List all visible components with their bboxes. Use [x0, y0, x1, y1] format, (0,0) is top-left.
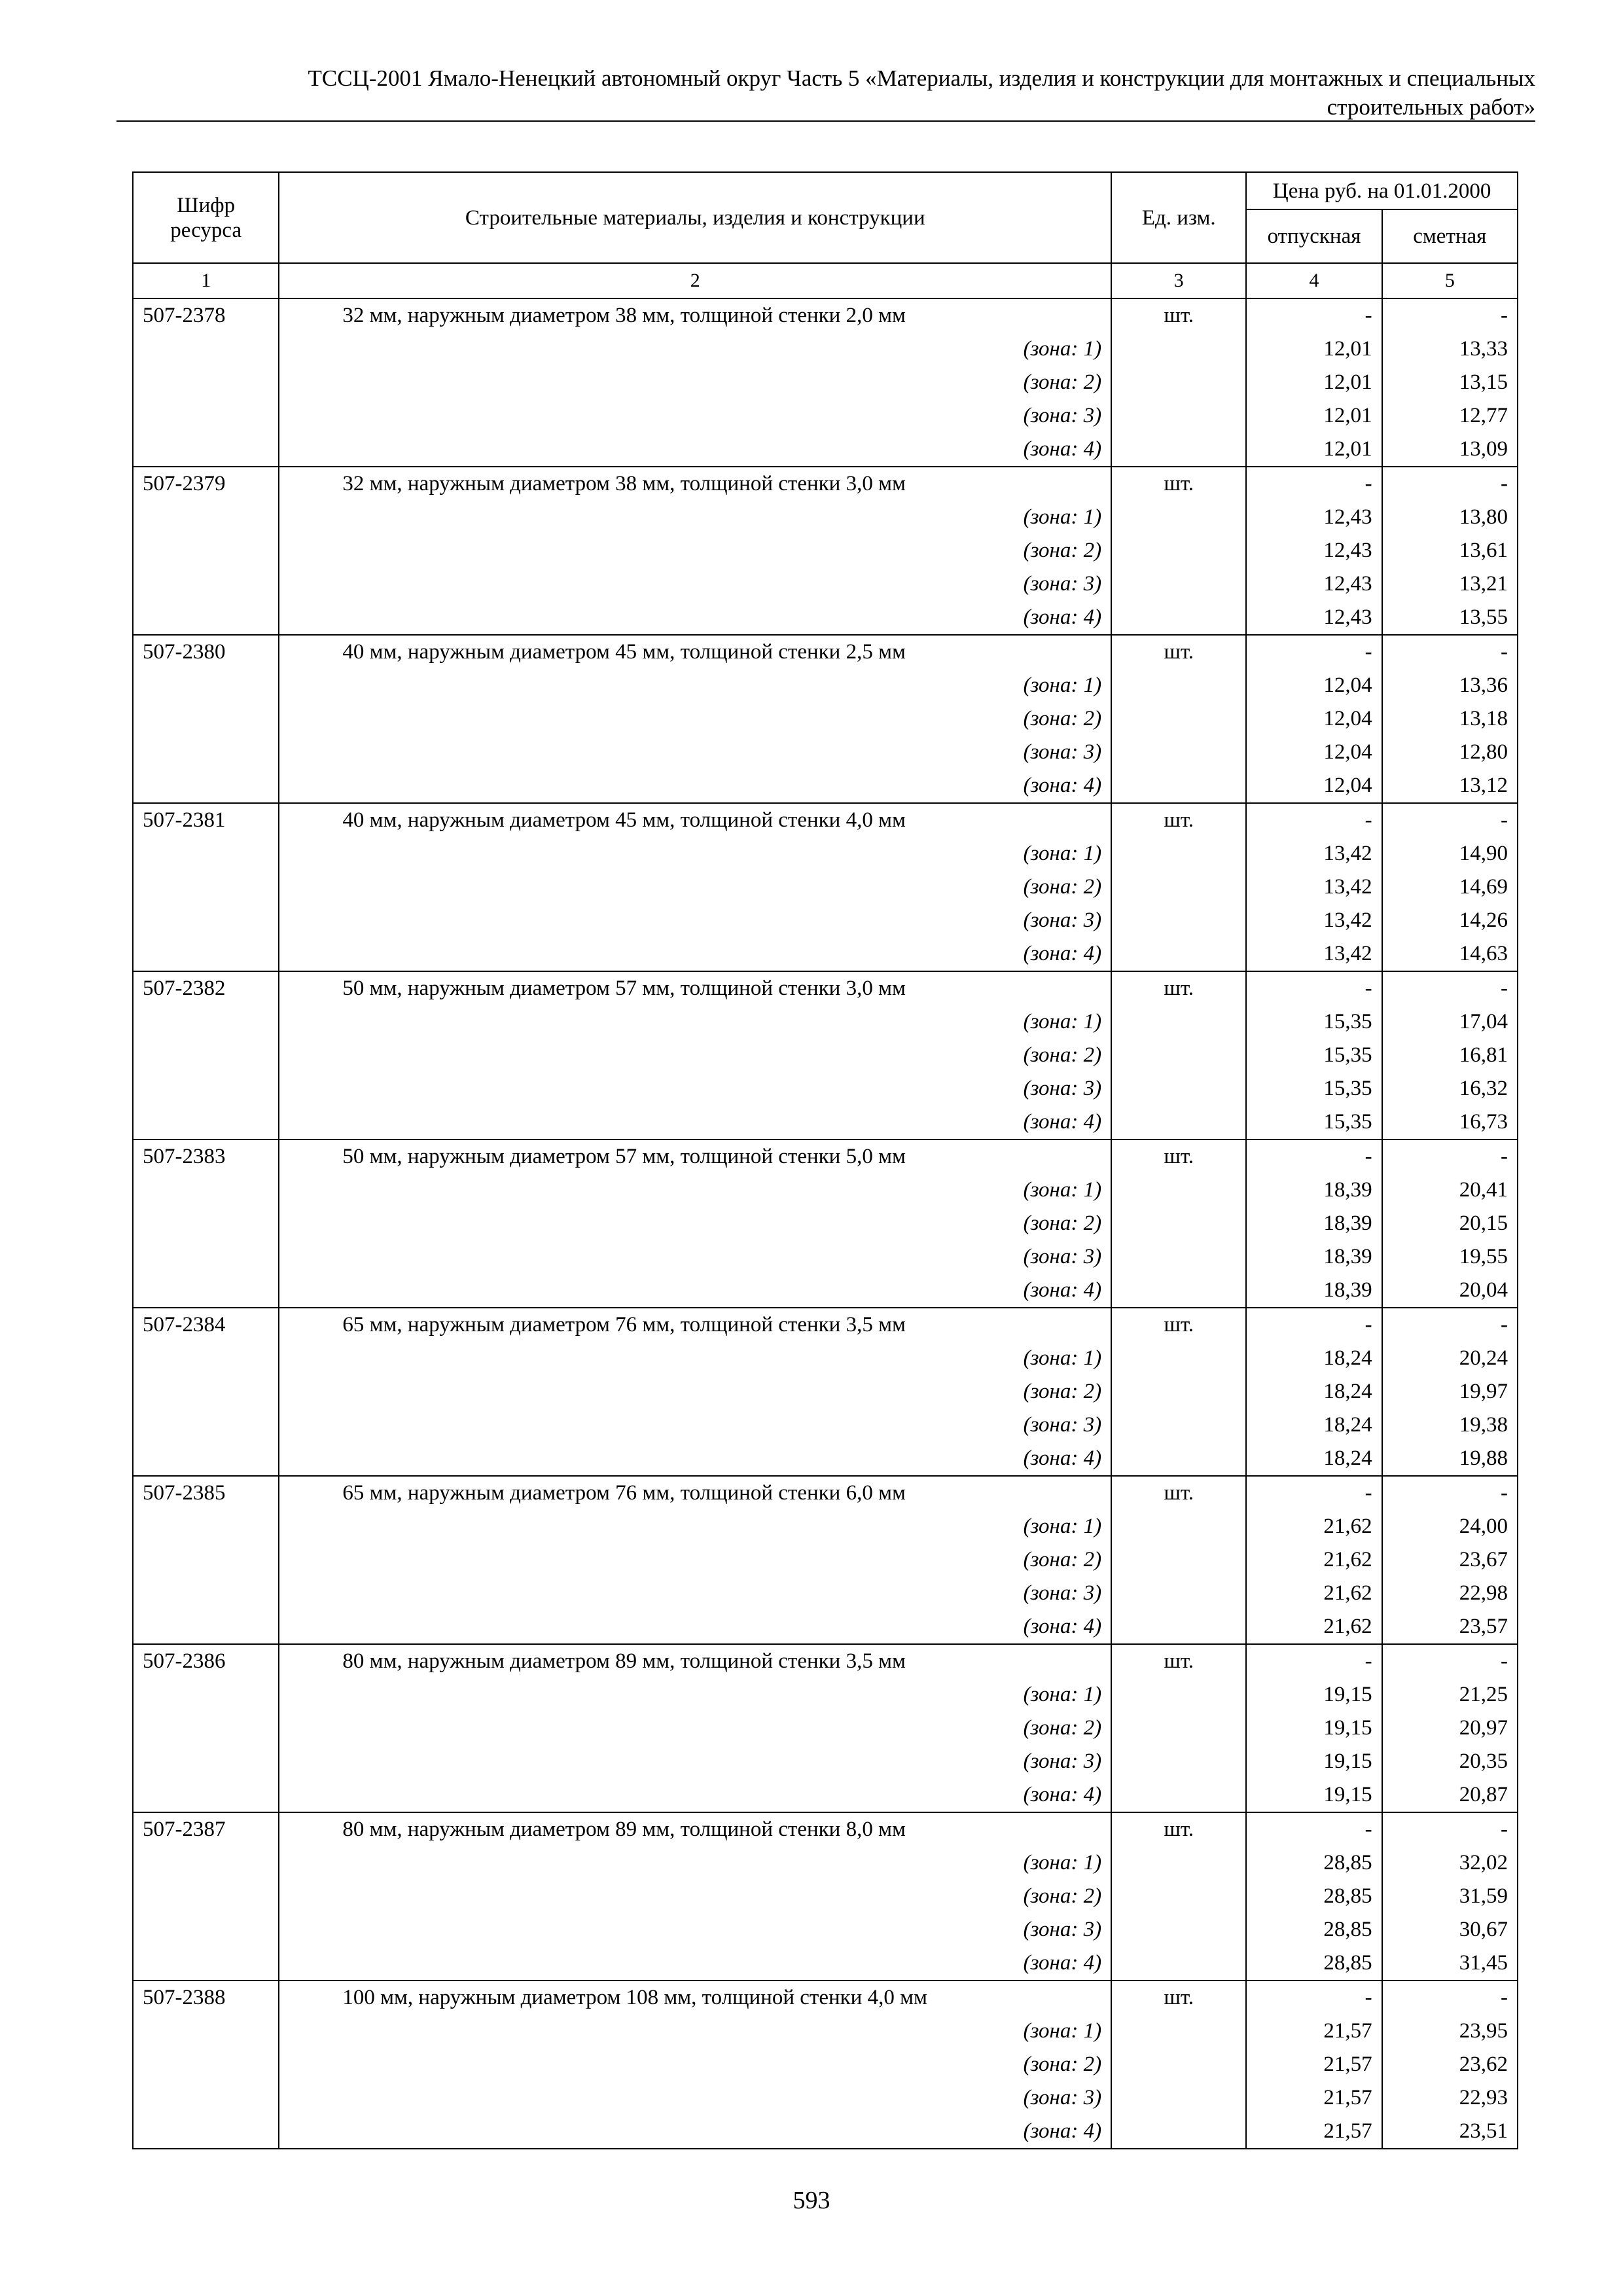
estimate-price: 16,73 [1459, 1110, 1508, 1134]
material-name: 40 мм, наружным диаметром 45 мм, толщиной стенки 2,5 мм [342, 640, 906, 664]
resource-code-cell [133, 1981, 279, 2149]
material-name: 80 мм, наружным диаметром 89 мм, толщиной стенки 3,5 мм [342, 1649, 906, 1673]
estimate-price: - [1501, 304, 1508, 327]
material-name-cell [279, 1308, 1111, 1476]
estimate-price: 20,87 [1459, 1783, 1508, 1806]
release-price-cell [1246, 1644, 1382, 1812]
release-price: 18,39 [1323, 1211, 1372, 1235]
unit-cell [1111, 1981, 1246, 2149]
estimate-price: 13,21 [1459, 572, 1508, 596]
material-name-cell [279, 635, 1111, 803]
zone-label: (зона: 1) [1023, 2019, 1102, 2043]
material-name-cell [279, 1981, 1111, 2149]
estimate-price: 19,38 [1459, 1413, 1508, 1437]
zone-label: (зона: 3) [1023, 908, 1102, 932]
estimate-price: - [1501, 1818, 1508, 1841]
zone-label: (зона: 1) [1023, 673, 1102, 697]
material-name: 100 мм, наружным диаметром 108 мм, толщиной стенки 4,0 мм [342, 1986, 927, 2009]
material-name: 65 мм, наружным диаметром 76 мм, толщиной стенки 6,0 мм [342, 1481, 906, 1505]
zone-label: (зона: 2) [1023, 875, 1102, 899]
release-price: 15,35 [1323, 1077, 1372, 1100]
release-price: 12,43 [1323, 539, 1372, 562]
estimate-price: 31,59 [1459, 1884, 1508, 1908]
zone-label: (зона: 1) [1023, 337, 1102, 361]
unit-cell [1111, 971, 1246, 1139]
release-price: 15,35 [1323, 1010, 1372, 1033]
zone-label: (зона: 4) [1023, 1446, 1102, 1470]
unit-value: шт. [1164, 808, 1194, 832]
release-price: 28,85 [1323, 1851, 1372, 1874]
release-price: 21,57 [1323, 2119, 1372, 2143]
zone-label: (зона: 3) [1023, 1581, 1102, 1605]
release-price-cell [1246, 1812, 1382, 1981]
zone-label: (зона: 2) [1023, 1211, 1102, 1235]
release-price: 21,57 [1323, 2019, 1372, 2043]
table-row [133, 803, 1518, 971]
zone-label: (зона: 4) [1023, 1278, 1102, 1302]
column-number: 3 [1111, 263, 1246, 298]
estimate-price: 13,33 [1459, 337, 1508, 361]
release-price: 12,43 [1323, 605, 1372, 629]
estimate-price-cell [1382, 1981, 1518, 2149]
estimate-price: 23,67 [1459, 1548, 1508, 1571]
resource-code-cell [133, 803, 279, 971]
zone-label: (зона: 2) [1023, 1548, 1102, 1571]
table-row [133, 635, 1518, 803]
material-name-cell [279, 803, 1111, 971]
release-price-cell [1246, 1139, 1382, 1308]
release-price: - [1364, 472, 1372, 495]
release-price: 28,85 [1323, 1884, 1372, 1908]
zone-label: (зона: 4) [1023, 1615, 1102, 1638]
zone-label: (зона: 4) [1023, 774, 1102, 797]
release-price: - [1364, 1145, 1372, 1168]
resource-code-cell [133, 1812, 279, 1981]
unit-value: шт. [1164, 1649, 1194, 1673]
release-price-cell [1246, 467, 1382, 635]
zone-label: (зона: 3) [1023, 1918, 1102, 1941]
release-price: - [1364, 808, 1372, 832]
release-price: 12,43 [1323, 572, 1372, 596]
estimate-price: 24,00 [1459, 1515, 1508, 1538]
estimate-price-cell [1382, 298, 1518, 467]
release-price: - [1364, 977, 1372, 1000]
estimate-price: 12,77 [1459, 404, 1508, 427]
resource-code: 507-2378 [143, 304, 226, 327]
table-row [133, 1981, 1518, 2149]
zone-label: (зона: 4) [1023, 437, 1102, 461]
running-header [116, 64, 1535, 122]
release-price: 18,24 [1323, 1346, 1372, 1370]
estimate-price: 13,12 [1459, 774, 1508, 797]
estimate-price: 14,69 [1459, 875, 1508, 899]
estimate-price: - [1501, 1481, 1508, 1505]
table-row [133, 1476, 1518, 1644]
zone-label: (зона: 3) [1023, 1413, 1102, 1437]
header-unit: Ед. изм. [1111, 172, 1246, 263]
estimate-price: - [1501, 1649, 1508, 1673]
price-table-body [133, 298, 1518, 2149]
estimate-price: 20,35 [1459, 1749, 1508, 1773]
estimate-price: - [1501, 472, 1508, 495]
resource-code: 507-2381 [143, 808, 226, 832]
release-price: 21,62 [1323, 1581, 1372, 1605]
release-price: 12,01 [1323, 404, 1372, 427]
release-price: 19,15 [1323, 1716, 1372, 1740]
release-price: 13,42 [1323, 875, 1372, 899]
release-price: 28,85 [1323, 1918, 1372, 1941]
estimate-price: 14,90 [1459, 842, 1508, 865]
material-name-cell [279, 1476, 1111, 1644]
zone-label: (зона: 3) [1023, 572, 1102, 596]
release-price: 21,57 [1323, 2086, 1372, 2109]
zone-label: (зона: 4) [1023, 605, 1102, 629]
unit-cell [1111, 803, 1246, 971]
table-row [133, 1812, 1518, 1981]
estimate-price-cell [1382, 1476, 1518, 1644]
zone-label: (зона: 2) [1023, 1380, 1102, 1403]
zone-label: (зона: 1) [1023, 505, 1102, 529]
resource-code: 507-2380 [143, 640, 226, 664]
price-table [132, 171, 1518, 2149]
estimate-price: 16,81 [1459, 1043, 1508, 1067]
unit-value: шт. [1164, 1481, 1194, 1505]
material-name: 32 мм, наружным диаметром 38 мм, толщиной стенки 2,0 мм [342, 304, 906, 327]
release-price: 12,04 [1323, 673, 1372, 697]
unit-cell [1111, 1476, 1246, 1644]
release-price: 18,24 [1323, 1446, 1372, 1470]
estimate-price-cell [1382, 467, 1518, 635]
release-price: 18,24 [1323, 1413, 1372, 1437]
header-price-release: отпускная [1246, 209, 1382, 263]
resource-code: 507-2382 [143, 977, 226, 1000]
release-price: - [1364, 1313, 1372, 1336]
zone-label: (зона: 2) [1023, 1716, 1102, 1740]
material-name-cell [279, 467, 1111, 635]
zone-label: (зона: 4) [1023, 1110, 1102, 1134]
release-price: - [1364, 304, 1372, 327]
estimate-price: 23,57 [1459, 1615, 1508, 1638]
estimate-price: 20,97 [1459, 1716, 1508, 1740]
resource-code: 507-2386 [143, 1649, 226, 1673]
unit-cell [1111, 1812, 1246, 1981]
release-price: 18,39 [1323, 1278, 1372, 1302]
estimate-price: 31,45 [1459, 1951, 1508, 1975]
estimate-price: 20,04 [1459, 1278, 1508, 1302]
release-price: 12,04 [1323, 774, 1372, 797]
estimate-price: 22,98 [1459, 1581, 1508, 1605]
zone-label: (зона: 2) [1023, 1884, 1102, 1908]
resource-code: 507-2388 [143, 1986, 226, 2009]
header-rule [116, 120, 1535, 122]
zone-label: (зона: 3) [1023, 404, 1102, 427]
release-price: 18,39 [1323, 1245, 1372, 1268]
release-price: 12,04 [1323, 740, 1372, 764]
release-price-cell [1246, 298, 1382, 467]
estimate-price: 23,51 [1459, 2119, 1508, 2143]
estimate-price: 20,24 [1459, 1346, 1508, 1370]
release-price: - [1364, 1481, 1372, 1505]
unit-value: шт. [1164, 1313, 1194, 1336]
estimate-price: 13,55 [1459, 605, 1508, 629]
release-price: 13,42 [1323, 842, 1372, 865]
unit-cell [1111, 1139, 1246, 1308]
estimate-price: 19,55 [1459, 1245, 1508, 1268]
unit-cell [1111, 1644, 1246, 1812]
release-price-cell [1246, 803, 1382, 971]
zone-label: (зона: 1) [1023, 1346, 1102, 1370]
unit-cell [1111, 467, 1246, 635]
estimate-price: - [1501, 1986, 1508, 2009]
release-price: - [1364, 1986, 1372, 2009]
estimate-price: 16,32 [1459, 1077, 1508, 1100]
table-row [133, 298, 1518, 467]
material-name-cell [279, 1644, 1111, 1812]
release-price: 15,35 [1323, 1110, 1372, 1134]
material-name: 32 мм, наружным диаметром 38 мм, толщиной стенки 3,0 мм [342, 472, 906, 495]
estimate-price: 19,97 [1459, 1380, 1508, 1403]
estimate-price-cell [1382, 635, 1518, 803]
material-name: 40 мм, наружным диаметром 45 мм, толщиной стенки 4,0 мм [342, 808, 906, 832]
release-price-cell [1246, 971, 1382, 1139]
zone-label: (зона: 2) [1023, 2053, 1102, 2076]
material-name-cell [279, 1139, 1111, 1308]
release-price: 13,42 [1323, 908, 1372, 932]
estimate-price: - [1501, 1313, 1508, 1336]
resource-code-cell [133, 467, 279, 635]
estimate-price: 19,88 [1459, 1446, 1508, 1470]
estimate-price: - [1501, 640, 1508, 664]
release-price: 21,62 [1323, 1515, 1372, 1538]
release-price: 15,35 [1323, 1043, 1372, 1067]
estimate-price-cell [1382, 1308, 1518, 1476]
estimate-price: - [1501, 1145, 1508, 1168]
zone-label: (зона: 3) [1023, 740, 1102, 764]
zone-label: (зона: 1) [1023, 1178, 1102, 1202]
unit-value: шт. [1164, 1818, 1194, 1841]
zone-label: (зона: 1) [1023, 1515, 1102, 1538]
material-name: 50 мм, наружным диаметром 57 мм, толщиной стенки 5,0 мм [342, 1145, 906, 1168]
estimate-price: 13,36 [1459, 673, 1508, 697]
release-price: 13,42 [1323, 942, 1372, 965]
resource-code-cell [133, 1308, 279, 1476]
resource-code-cell [133, 971, 279, 1139]
resource-code: 507-2387 [143, 1818, 226, 1841]
zone-label: (зона: 1) [1023, 1683, 1102, 1706]
estimate-price: - [1501, 977, 1508, 1000]
release-price: 12,43 [1323, 505, 1372, 529]
zone-label: (зона: 1) [1023, 1010, 1102, 1033]
release-price: - [1364, 1649, 1372, 1673]
release-price: 28,85 [1323, 1951, 1372, 1975]
unit-value: шт. [1164, 472, 1194, 495]
resource-code-cell [133, 1644, 279, 1812]
zone-label: (зона: 4) [1023, 2119, 1102, 2143]
estimate-price-cell [1382, 1812, 1518, 1981]
table-row [133, 1308, 1518, 1476]
release-price: 12,01 [1323, 437, 1372, 461]
material-name-cell [279, 298, 1111, 467]
zone-label: (зона: 4) [1023, 1783, 1102, 1806]
zone-label: (зона: 3) [1023, 2086, 1102, 2109]
zone-label: (зона: 4) [1023, 1951, 1102, 1975]
release-price: 21,62 [1323, 1548, 1372, 1571]
unit-value: шт. [1164, 1986, 1194, 2009]
release-price: - [1364, 1818, 1372, 1841]
unit-cell [1111, 298, 1246, 467]
column-number: 5 [1382, 263, 1518, 298]
release-price: 18,24 [1323, 1380, 1372, 1403]
estimate-price-cell [1382, 1139, 1518, 1308]
zone-label: (зона: 3) [1023, 1749, 1102, 1773]
zone-label: (зона: 1) [1023, 842, 1102, 865]
estimate-price: 32,02 [1459, 1851, 1508, 1874]
release-price: 19,15 [1323, 1783, 1372, 1806]
unit-value: шт. [1164, 304, 1194, 327]
release-price-cell [1246, 1981, 1382, 2149]
release-price-cell [1246, 635, 1382, 803]
estimate-price: 12,80 [1459, 740, 1508, 764]
unit-value: шт. [1164, 640, 1194, 664]
estimate-price: 14,63 [1459, 942, 1508, 965]
material-name-cell [279, 971, 1111, 1139]
material-name: 65 мм, наружным диаметром 76 мм, толщиной стенки 3,5 мм [342, 1313, 906, 1336]
running-header-line1: ТССЦ-2001 Ямало-Ненецкий автономный округ Часть 5 «Материалы, изделия и конструкции для монтажных и специальных [308, 65, 1535, 91]
release-price: 18,39 [1323, 1178, 1372, 1202]
release-price: 12,04 [1323, 707, 1372, 730]
estimate-price: 21,25 [1459, 1683, 1508, 1706]
unit-value: шт. [1164, 977, 1194, 1000]
estimate-price: - [1501, 808, 1508, 832]
estimate-price-cell [1382, 971, 1518, 1139]
zone-label: (зона: 2) [1023, 539, 1102, 562]
column-number: 1 [133, 263, 279, 298]
estimate-price: 23,62 [1459, 2053, 1508, 2076]
estimate-price: 13,09 [1459, 437, 1508, 461]
resource-code: 507-2384 [143, 1313, 226, 1336]
unit-value: шт. [1164, 1145, 1194, 1168]
release-price: 21,62 [1323, 1615, 1372, 1638]
column-number: 4 [1246, 263, 1382, 298]
zone-label: (зона: 2) [1023, 1043, 1102, 1067]
release-price: 19,15 [1323, 1683, 1372, 1706]
material-name: 80 мм, наружным диаметром 89 мм, толщиной стенки 8,0 мм [342, 1818, 906, 1841]
column-number: 2 [279, 263, 1111, 298]
table-row [133, 1139, 1518, 1308]
material-name: 50 мм, наружным диаметром 57 мм, толщиной стенки 3,0 мм [342, 977, 906, 1000]
estimate-price: 20,15 [1459, 1211, 1508, 1235]
zone-label: (зона: 1) [1023, 1851, 1102, 1874]
estimate-price: 13,15 [1459, 370, 1508, 394]
estimate-price: 13,18 [1459, 707, 1508, 730]
header-name: Строительные материалы, изделия и конструкции [279, 172, 1111, 263]
estimate-price: 30,67 [1459, 1918, 1508, 1941]
estimate-price-cell [1382, 803, 1518, 971]
header-code: Шифр ресурса [133, 172, 279, 263]
resource-code-cell [133, 298, 279, 467]
estimate-price: 23,95 [1459, 2019, 1508, 2043]
resource-code-cell [133, 635, 279, 803]
release-price: 12,01 [1323, 337, 1372, 361]
unit-cell [1111, 635, 1246, 803]
table-row [133, 1644, 1518, 1812]
resource-code: 507-2379 [143, 472, 226, 495]
release-price-cell [1246, 1476, 1382, 1644]
resource-code: 507-2385 [143, 1481, 226, 1505]
table-row [133, 467, 1518, 635]
page-number: 593 [793, 2187, 830, 2214]
price-table-header [133, 172, 1518, 298]
running-header-line2: строительных работ» [1327, 94, 1535, 120]
estimate-price: 13,61 [1459, 539, 1508, 562]
release-price: 12,01 [1323, 370, 1372, 394]
zone-label: (зона: 2) [1023, 370, 1102, 394]
material-name-cell [279, 1812, 1111, 1981]
release-price: - [1364, 640, 1372, 664]
zone-label: (зона: 4) [1023, 942, 1102, 965]
zone-label: (зона: 2) [1023, 707, 1102, 730]
header-price-estimate: сметная [1382, 209, 1518, 263]
estimate-price: 17,04 [1459, 1010, 1508, 1033]
release-price: 19,15 [1323, 1749, 1372, 1773]
unit-cell [1111, 1308, 1246, 1476]
zone-label: (зона: 3) [1023, 1077, 1102, 1100]
resource-code-cell [133, 1476, 279, 1644]
zone-label: (зона: 3) [1023, 1245, 1102, 1268]
estimate-price: 20,41 [1459, 1178, 1508, 1202]
estimate-price-cell [1382, 1644, 1518, 1812]
table-row [133, 971, 1518, 1139]
resource-code-cell [133, 1139, 279, 1308]
estimate-price: 13,80 [1459, 505, 1508, 529]
resource-code: 507-2383 [143, 1145, 226, 1168]
estimate-price: 14,26 [1459, 908, 1508, 932]
estimate-price: 22,93 [1459, 2086, 1508, 2109]
header-price-group: Цена руб. на 01.01.2000 [1246, 172, 1518, 209]
release-price-cell [1246, 1308, 1382, 1476]
release-price: 21,57 [1323, 2053, 1372, 2076]
